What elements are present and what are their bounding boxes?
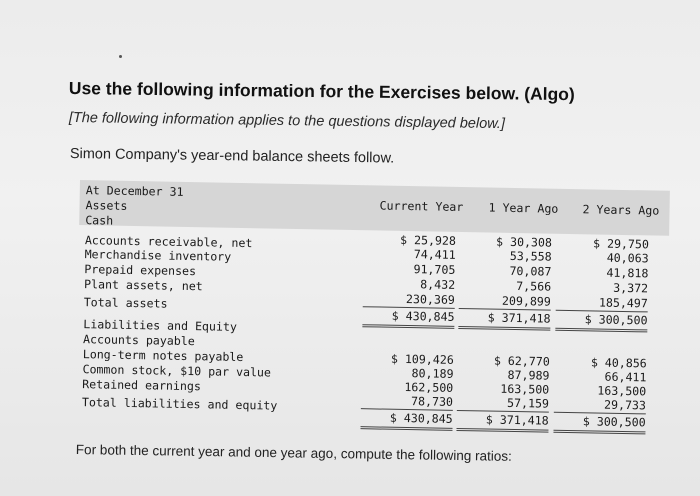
cell-notes-1yr: 87,989 — [507, 367, 550, 383]
cell-ar-2yr: 40,063 — [606, 250, 649, 266]
bullet-dot — [119, 55, 122, 58]
row-label-long-term-notes: Long-term notes payable — [82, 347, 244, 365]
cell-cash-current: $ 25,928 — [399, 232, 457, 248]
row-label-cash: Cash — [85, 213, 114, 228]
cell-inventory-current: 91,705 — [413, 262, 456, 277]
cell-notes-2yr: 66,411 — [604, 369, 647, 385]
cell-retained-earnings-2yr: 29,733 — [603, 397, 647, 413]
row-label-prepaid-expenses: Prepaid expenses — [84, 262, 197, 279]
cell-plant-1yr: 209,899 — [501, 293, 551, 309]
cell-common-stock-1yr: 163,500 — [500, 381, 550, 397]
total-assets-double-rule-current — [362, 324, 454, 329]
cell-total-assets-current: $ 430,845 — [391, 308, 455, 324]
cell-total-assets-1yr: $ 371,418 — [487, 310, 551, 326]
row-label-plant-assets: Plant assets, net — [83, 277, 203, 294]
cell-total-assets-2yr: $ 300,500 — [584, 312, 648, 328]
cell-ar-current: 74,411 — [413, 247, 456, 262]
cell-total-liab-1yr: $ 371,418 — [485, 412, 549, 428]
ratios-instruction-text: For both the current year and one year ago, compute the following ratios: — [75, 442, 512, 464]
column-header-2-years-ago: 2 Years Ago — [582, 202, 660, 218]
cell-ap-current: $ 109,426 — [390, 351, 454, 367]
total-liab-double-rule-2yr — [553, 430, 645, 435]
column-header-current-year: Current Year — [379, 198, 464, 215]
total-liab-double-rule-current — [360, 426, 452, 431]
cell-inventory-1yr: 70,087 — [509, 263, 552, 279]
total-liab-double-rule-1yr — [456, 428, 548, 433]
cell-retained-earnings-1yr: 57,159 — [506, 395, 550, 411]
row-label-retained-earnings: Retained earnings — [82, 377, 202, 394]
cell-cash-2yr: $ 29,750 — [592, 236, 650, 252]
row-label-merchandise-inventory: Merchandise inventory — [84, 247, 232, 264]
row-label-accounts-payable: Accounts payable — [82, 332, 195, 349]
cell-plant-2yr: 185,497 — [598, 295, 648, 311]
cell-retained-earnings-current: 78,730 — [410, 394, 454, 409]
row-label-total-assets: Total assets — [83, 295, 168, 311]
cell-common-stock-2yr: 163,500 — [597, 383, 647, 399]
exercise-heading: Use the following information for the Exercises below. (Algo) — [68, 78, 575, 105]
cell-ap-1yr: $ 62,770 — [493, 353, 550, 369]
cell-ap-2yr: $ 40,856 — [590, 355, 647, 371]
cell-plant-current: 230,369 — [405, 291, 455, 307]
assets-section-label: Assets — [85, 198, 128, 213]
total-assets-double-rule-1yr — [458, 326, 550, 331]
liabilities-section-label: Liabilities and Equity — [83, 317, 238, 334]
total-assets-double-rule-2yr — [555, 328, 647, 333]
cell-inventory-2yr: 41,818 — [606, 265, 649, 281]
cell-prepaid-2yr: 3,372 — [613, 280, 649, 296]
cell-notes-current: 80,189 — [411, 366, 454, 381]
row-label-accounts-receivable: Accounts receivable, net — [84, 233, 253, 251]
column-header-1-year-ago: 1 Year Ago — [488, 200, 559, 216]
cell-prepaid-1yr: 7,566 — [516, 279, 552, 294]
cell-total-liab-2yr: $ 300,500 — [582, 414, 646, 430]
cell-common-stock-current: 162,500 — [404, 379, 454, 395]
cell-total-liab-current: $ 430,845 — [389, 410, 453, 426]
row-label-common-stock: Common stock, $10 par value — [82, 362, 272, 380]
row-label-total-liabilities-equity: Total liabilities and equity — [81, 395, 278, 413]
balance-sheet-table — [75, 180, 670, 446]
cell-prepaid-current: 8,432 — [420, 277, 456, 292]
cell-cash-1yr: $ 30,308 — [495, 234, 553, 250]
table-caption: At December 31 — [85, 183, 184, 199]
intro-text: Simon Company's year-end balance sheets follow. — [69, 146, 395, 167]
exercise-subheading: [The following information applies to the questions displayed below.] — [68, 110, 506, 133]
cell-ar-1yr: 53,558 — [509, 248, 552, 264]
